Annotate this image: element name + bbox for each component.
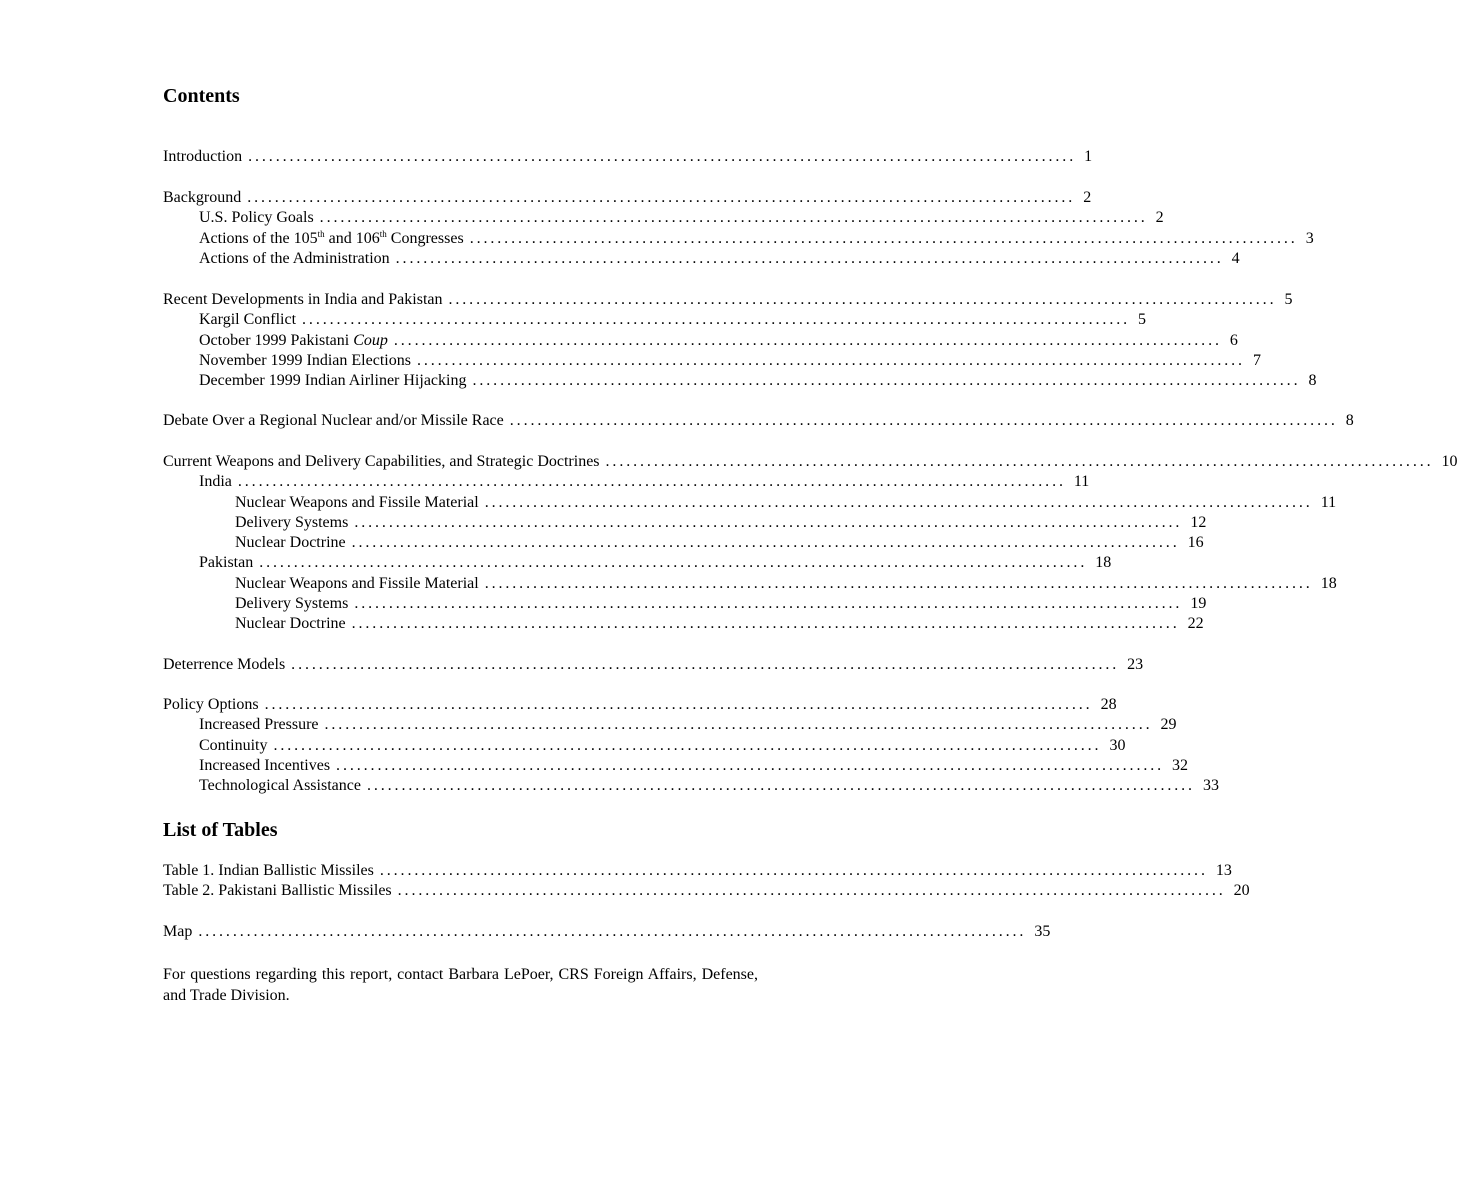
dot-leader: ........................................................................................................................: [509, 412, 1338, 429]
toc-entry-page: 7: [1252, 351, 1261, 369]
toc-entry-title: Deterrence Models: [163, 656, 286, 673]
toc-entry-introduction[interactable]: [163, 147, 1093, 167]
toc-entry-india-nuclear-weapons[interactable]: [163, 493, 1337, 513]
toc-entry-page: 5: [1284, 291, 1293, 308]
toc-entry-page: 5: [1138, 311, 1147, 329]
dot-leader: ........................................................................................................................: [448, 291, 1277, 308]
contents-heading: Contents: [163, 85, 240, 107]
toc-entry-page: 8: [1345, 412, 1354, 429]
toc-entry-increased-incentives[interactable]: [163, 756, 1189, 776]
dot-leader: ........................................................................................................................: [354, 595, 1183, 613]
toc-entry-pakistan-nuclear-weapons[interactable]: [163, 574, 1337, 594]
toc-entry-page: 28: [1100, 696, 1117, 713]
toc-section-deterrence: [163, 655, 1144, 675]
contact-note: For questions regarding this report, contact Barbara LePoer, CRS Foreign Affairs, Defense, and Trade Division.: [163, 966, 758, 1004]
toc-section-debate: [163, 411, 1354, 431]
toc-entry-title: Kargil Conflict: [199, 311, 297, 329]
dot-leader: ........................................................................................................................: [354, 513, 1183, 531]
toc-section-policy-options: [163, 695, 1219, 796]
dot-leader: ........................................................................................................................: [472, 372, 1301, 390]
toc-entry-policy-options[interactable]: [163, 695, 1117, 715]
toc-entry-page: 22: [1187, 615, 1204, 633]
dot-leader: ........................................................................................................................: [198, 923, 1027, 940]
toc-entry-title: Map: [163, 923, 193, 940]
toc-entry-airliner-hijacking[interactable]: [163, 371, 1317, 391]
dot-leader: ........................................................................................................................: [264, 696, 1093, 713]
toc-entry-title: Nuclear Doctrine: [235, 534, 346, 552]
toc-entry-us-policy-goals[interactable]: [163, 208, 1164, 228]
dot-leader: ........................................................................................................................: [397, 882, 1226, 900]
toc-entry-title: Table 1. Indian Ballistic Missiles: [163, 862, 374, 879]
toc-entry-pakistani-coup[interactable]: [163, 331, 1238, 351]
toc-entry-title: U.S. Policy Goals: [199, 209, 314, 227]
dot-leader: ........................................................................................................................: [366, 777, 1195, 795]
toc-entry-increased-pressure[interactable]: [163, 715, 1177, 735]
toc-entry-page: 32: [1172, 756, 1189, 774]
toc-entry-deterrence-models[interactable]: [163, 655, 1144, 675]
toc-entry-background[interactable]: [163, 188, 1092, 208]
toc-entry-title: Policy Options: [163, 696, 259, 713]
toc-entry-title: Current Weapons and Delivery Capabilities, and Strategic Doctrines: [163, 453, 600, 470]
dot-leader: ........................................................................................................................: [324, 716, 1153, 734]
toc-entry-page: 10: [1441, 453, 1458, 470]
toc-entry-title: October 1999 Pakistani Coup: [199, 331, 388, 349]
toc-entry-title: Technological Assistance: [199, 777, 361, 795]
dot-leader: ........................................................................................................................: [484, 574, 1313, 592]
toc-entry-title: Nuclear Weapons and Fissile Material: [235, 493, 479, 511]
toc-entry-page: 2: [1155, 209, 1164, 227]
toc-entry-page: 1: [1084, 148, 1093, 165]
toc-entry-page: 8: [1308, 372, 1317, 390]
toc-entry-title: Increased Incentives: [199, 756, 331, 774]
toc-section-recent-developments: [163, 290, 1317, 391]
toc-section-background: [163, 188, 1314, 269]
toc-entry-india-delivery-systems[interactable]: [163, 513, 1207, 533]
dot-leader: ........................................................................................................................: [259, 554, 1088, 572]
toc-entry-actions-of-congresses[interactable]: [163, 228, 1314, 249]
dot-leader: ........................................................................................................................: [291, 656, 1120, 673]
dot-leader: ........................................................................................................................: [379, 862, 1208, 879]
toc-entry-actions-of-administration[interactable]: [163, 249, 1240, 269]
toc-entry-page: 4: [1231, 249, 1240, 267]
toc-entry-india-nuclear-doctrine[interactable]: [163, 533, 1204, 553]
dot-leader: ........................................................................................................................: [248, 148, 1077, 165]
dot-leader: ........................................................................................................................: [237, 473, 1066, 491]
dot-leader: ........................................................................................................................: [351, 615, 1180, 633]
toc-entry-title: Continuity: [199, 736, 268, 754]
toc-entry-india[interactable]: [163, 472, 1090, 492]
toc-entry-title: December 1999 Indian Airliner Hijacking: [199, 372, 467, 390]
toc-entry-page: 11: [1073, 473, 1090, 491]
toc-entry-title: November 1999 Indian Elections: [199, 351, 411, 369]
dot-leader: ........................................................................................................................: [302, 311, 1131, 329]
toc-entry-pakistan[interactable]: [163, 553, 1112, 573]
toc-entry-title: Delivery Systems: [235, 595, 349, 613]
dot-leader: ........................................................................................................................: [336, 756, 1165, 774]
dot-leader: ........................................................................................................................: [395, 249, 1224, 267]
toc-entry-page: 18: [1320, 574, 1337, 592]
toc-entry-title: Table 2. Pakistani Ballistic Missiles: [163, 882, 392, 900]
toc-entry-page: 20: [1233, 882, 1250, 900]
toc-entry-page: 29: [1160, 716, 1177, 734]
toc-entry-page: 35: [1034, 923, 1051, 940]
toc-entry-page: 11: [1320, 493, 1337, 511]
toc-entry-title: Delivery Systems: [235, 513, 349, 531]
toc-entry-title: Recent Developments in India and Pakistan: [163, 291, 443, 308]
toc-entry-page: 30: [1109, 736, 1126, 754]
toc-entry-continuity[interactable]: [163, 736, 1126, 756]
dot-leader: ........................................................................................................................: [393, 331, 1222, 349]
toc-entry-debate[interactable]: [163, 411, 1354, 431]
toc-entry-page: 19: [1190, 595, 1207, 613]
toc-entry-recent-developments[interactable]: [163, 290, 1293, 310]
toc-entry-page: 23: [1127, 656, 1144, 673]
list-of-tables-heading: List of Tables: [163, 819, 278, 841]
toc-section-map: [163, 922, 1051, 942]
toc-entry-pakistan-nuclear-doctrine[interactable]: [163, 614, 1204, 634]
toc-entry-technological-assistance[interactable]: [163, 776, 1219, 796]
toc-section-introduction: [163, 147, 1093, 167]
toc-entry-page: 2: [1083, 189, 1092, 206]
toc-entry-title: Introduction: [163, 148, 243, 165]
toc-entry-page: 33: [1202, 777, 1219, 795]
toc-entry-title: Nuclear Doctrine: [235, 615, 346, 633]
dot-leader: ........................................................................................................................: [416, 351, 1245, 369]
toc-entry-table-2[interactable]: [163, 881, 1250, 901]
toc-entry-page: 16: [1187, 534, 1204, 552]
toc-entry-indian-elections[interactable]: [163, 351, 1261, 371]
toc-entry-title: Actions of the Administration: [199, 249, 390, 267]
toc-section-weapons: [163, 452, 1458, 635]
toc-entry-map[interactable]: [163, 922, 1051, 942]
toc-entry-title: Actions of the 105th and 106th Congresses: [199, 228, 464, 247]
toc-entry-page: 13: [1215, 862, 1232, 879]
toc-entry-table-1[interactable]: [163, 861, 1232, 881]
dot-leader: ........................................................................................................................: [273, 736, 1102, 754]
toc-entry-title: Pakistan: [199, 554, 254, 572]
toc-entry-title: Background: [163, 189, 242, 206]
dot-leader: ........................................................................................................................: [484, 493, 1313, 511]
toc-entry-title: India: [199, 473, 232, 491]
toc-entry-weapons[interactable]: [163, 452, 1458, 472]
dot-leader: ........................................................................................................................: [319, 209, 1148, 227]
dot-leader: ........................................................................................................................: [351, 534, 1180, 552]
toc-entry-title: Debate Over a Regional Nuclear and/or Missile Race: [163, 412, 504, 429]
toc-section-tables: [163, 861, 1250, 902]
toc-entry-pakistan-delivery-systems[interactable]: [163, 594, 1207, 614]
dot-leader: ........................................................................................................................: [247, 189, 1076, 206]
toc-entry-kargil-conflict[interactable]: [163, 310, 1147, 330]
toc-entry-page: 18: [1095, 554, 1112, 572]
toc-entry-title: Nuclear Weapons and Fissile Material: [235, 574, 479, 592]
toc-entry-page: 6: [1229, 331, 1238, 349]
toc-entry-page: 3: [1305, 229, 1314, 247]
dot-leader: ........................................................................................................................: [469, 229, 1298, 247]
toc-entry-title: Increased Pressure: [199, 716, 319, 734]
dot-leader: ........................................................................................................................: [605, 453, 1434, 470]
toc-entry-page: 12: [1190, 513, 1207, 531]
